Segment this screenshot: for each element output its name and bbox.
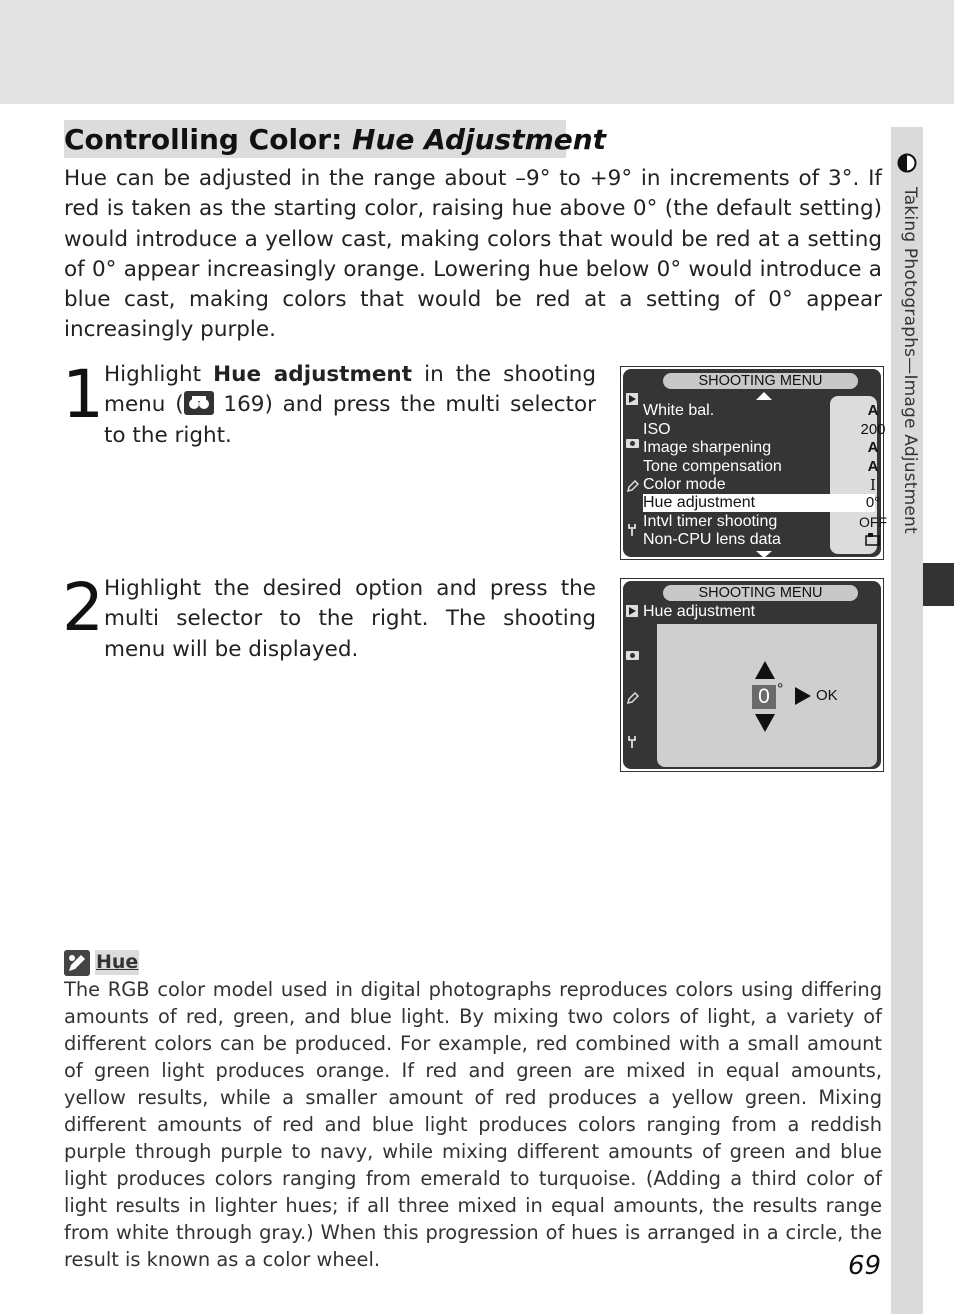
intro-paragraph: Hue can be adjusted in the range about –9° to +9° in increments of 3°. If red is taken as the starting color, raising hue above 0° (the default setting) would introduce a yellow cast, making colors that would be red at a setting of 0° appear increasingly orange. Lowering hue below 0° would introduce a blue cast, making colors that would be red at a setting of 0° appear increasingly purple. (64, 166, 882, 343)
note-pencil-icon (64, 950, 90, 976)
half-circle-icon (897, 153, 917, 173)
playback-icon (626, 393, 638, 405)
camera-menu-screen-2 (620, 578, 884, 772)
ok-label: OK (816, 687, 838, 704)
chapter-side-tab (891, 127, 923, 1314)
degree-unit: ° (777, 681, 784, 698)
lens-data-icon (865, 533, 881, 547)
menu-title: SHOOTING MENU (663, 373, 858, 389)
menu-title: SHOOTING MENU (663, 585, 858, 601)
scroll-down-icon (756, 551, 772, 558)
step-number-1: 1 (62, 356, 104, 433)
menu-item-image-sharpening[interactable]: Image sharpening A (643, 439, 879, 456)
increase-arrow-icon[interactable] (755, 661, 775, 679)
wrench-icon (626, 735, 638, 749)
menu-item-white-bal[interactable]: White bal. A (643, 402, 879, 419)
menu-item-iso[interactable]: ISO 200 (643, 421, 886, 438)
pencil-icon (626, 692, 639, 705)
note-heading-label: Hue (96, 951, 139, 973)
step-text-1: Highlight Hue adjustment in the shooting menu ( 169) and press the multi selector to the right. (104, 362, 596, 448)
menu-item-color-mode[interactable]: Color mode I (643, 476, 876, 494)
scroll-up-icon (756, 392, 772, 400)
menu-item-hue-adjustment[interactable]: Hue adjustment 0° (643, 494, 881, 511)
confirm-arrow-icon[interactable] (795, 687, 811, 705)
camera-menu-screen-1 (620, 366, 887, 560)
page-reference-icon (184, 391, 214, 415)
hue-value-field[interactable]: 0 (752, 685, 776, 709)
note-body: The RGB color model used in digital photographs reproduces colors using differing amounts of red, green, and blue light. By mixing two colors of light, a variety of different colors can be produced. For example, red combined with a small amount of green light produces orange. If red and green are mixed in equal amounts, yellow results, while a smaller amount of red produces a yellow green. Mixing different amounts of red and blue light produces colors ranging from a reddish purple through purple to navy, while mixing different amounts of green and blue light produces colors ranging from emerald to turquoise. (Adding a third color of light results in lighter hues; if all three mixed in equal amounts, the results range from white through gray.) When this progression of hues is arranged in a circle, the result is known as a color wheel. (64, 978, 882, 1271)
camera-icon (626, 437, 639, 448)
submenu-title: Hue adjustment (643, 603, 756, 620)
pencil-icon (626, 480, 639, 493)
wrench-icon (626, 523, 638, 537)
menu-item-tone-compensation[interactable]: Tone compensation A (643, 458, 879, 475)
menu-item-intvl-timer[interactable]: Intvl timer shooting OFF (643, 513, 887, 530)
decrease-arrow-icon[interactable] (755, 714, 775, 732)
playback-icon (626, 605, 638, 617)
side-tab-label: Taking Photographs—Image Adjustment (900, 187, 920, 534)
menu-item-non-cpu-lens[interactable]: Non-CPU lens data (643, 531, 873, 549)
page-number: 69 (848, 1251, 882, 1281)
camera-icon (626, 649, 639, 660)
step-number-2: 2 (62, 569, 104, 646)
chapter-marker (923, 563, 954, 606)
page-title: Controlling Color: Hue Adjustment (64, 120, 566, 158)
step-text-2: Highlight the desired option and press the multi selector to the right. The shooting menu will be displayed. (104, 576, 596, 662)
header-band (0, 0, 954, 104)
